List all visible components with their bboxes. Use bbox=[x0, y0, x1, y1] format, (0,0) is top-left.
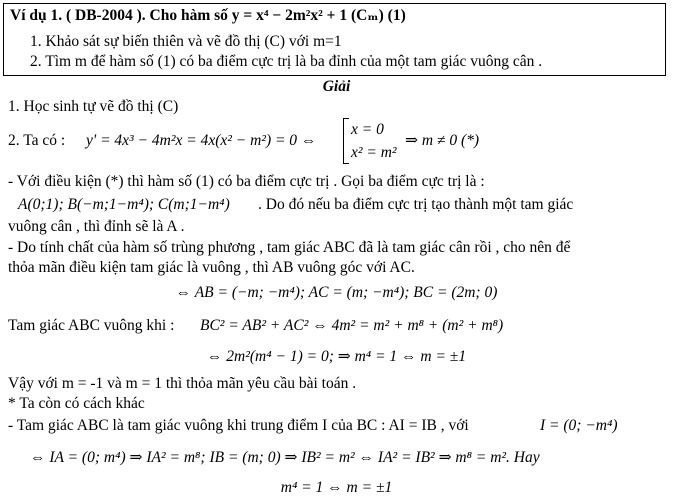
para1-line1: - Với điều kiện (*) thì hàm số (1) có ba điểm cực trị . Gọi ba điểm cực trị là : bbox=[8, 173, 485, 190]
part1-text: 1. Học sinh tự vẽ đồ thị (C) bbox=[8, 98, 179, 115]
conclusion-text: Vậy với m = -1 và m = 1 thì thỏa mãn yêu cầu bài toán . bbox=[8, 375, 357, 392]
para1-line3: vuông cân , thì đỉnh sẽ là A . bbox=[8, 218, 185, 235]
problem-item-1: 1. Khảo sát sự biến thiên và vẽ đồ thị (C) với m=1 bbox=[30, 33, 342, 50]
para2-line1: - Do tính chất của hàm số trùng phương , tam giác ABC đã là tam giác cân rồi , cho nên để bbox=[8, 239, 571, 256]
solution-heading: Giải bbox=[322, 78, 351, 95]
para2-line2: thỏa mãn điều kiện tam giác là vuông , thì AB vuông góc với AC. bbox=[8, 259, 415, 276]
part2-prefix: 2. Ta có : bbox=[8, 132, 66, 149]
vectors-equation: ⇔ AB = (−m; −m⁴); AC = (m; −m⁴); BC = (2m; 0) bbox=[175, 284, 498, 301]
para1-line2: . Do đó nếu ba điểm cực trị tạo thành một tam giác bbox=[258, 196, 574, 213]
right-angle-prefix: Tam giác ABC vuông khi : bbox=[8, 317, 175, 334]
midpoint-I: I = (0; −m⁴) bbox=[540, 417, 618, 434]
case-system bbox=[343, 118, 397, 164]
alt-method-heading: * Ta còn có cách khác bbox=[8, 395, 145, 412]
right-angle-equation: BC² = AB² + AC² ⇔ 4m² = m² + m⁸ + (m² + m⁸) bbox=[200, 317, 504, 334]
problem-item-2: 2. Tìm m để hàm số (1) có ba điểm cực trị là ba đỉnh của một tam giác vuông cân . bbox=[30, 53, 543, 70]
extremum-points: A(0;1); B(−m;1−m⁴); C(m;1−m⁴) bbox=[18, 196, 230, 213]
condition-result: ⇒ m ≠ 0 (*) bbox=[405, 132, 480, 149]
solve-equation: ⇔ 2m²(m⁴ − 1) = 0; ⇒ m⁴ = 1 ⇔ m = ±1 bbox=[206, 348, 467, 365]
problem-title: Ví dụ 1. ( DB-2004 ). Cho hàm số y = x⁴ − 2m²x² + 1 (Cₘ) (1) bbox=[10, 7, 406, 24]
final-answer: m⁴ = 1 ⇔ m = ±1 bbox=[280, 479, 393, 496]
case-x-zero: x = 0 bbox=[351, 121, 384, 138]
alt-line1: - Tam giác ABC là tam giác vuông khi trung điểm I của BC : AI = IB , với bbox=[8, 417, 469, 434]
derivative-equation: y' = 4x³ − 4m²x = 4x(x² − m²) = 0 ⇔ bbox=[86, 132, 317, 149]
case-x-squared: x² = m² bbox=[351, 144, 397, 161]
alt-vector-equation: ⇔ IA = (0; m⁴) ⇒ IA² = m⁸; IB = (m; 0) ⇒ IB² = m² ⇔ IA² = IB² ⇒ m⁸ = m². Hay bbox=[30, 449, 540, 466]
